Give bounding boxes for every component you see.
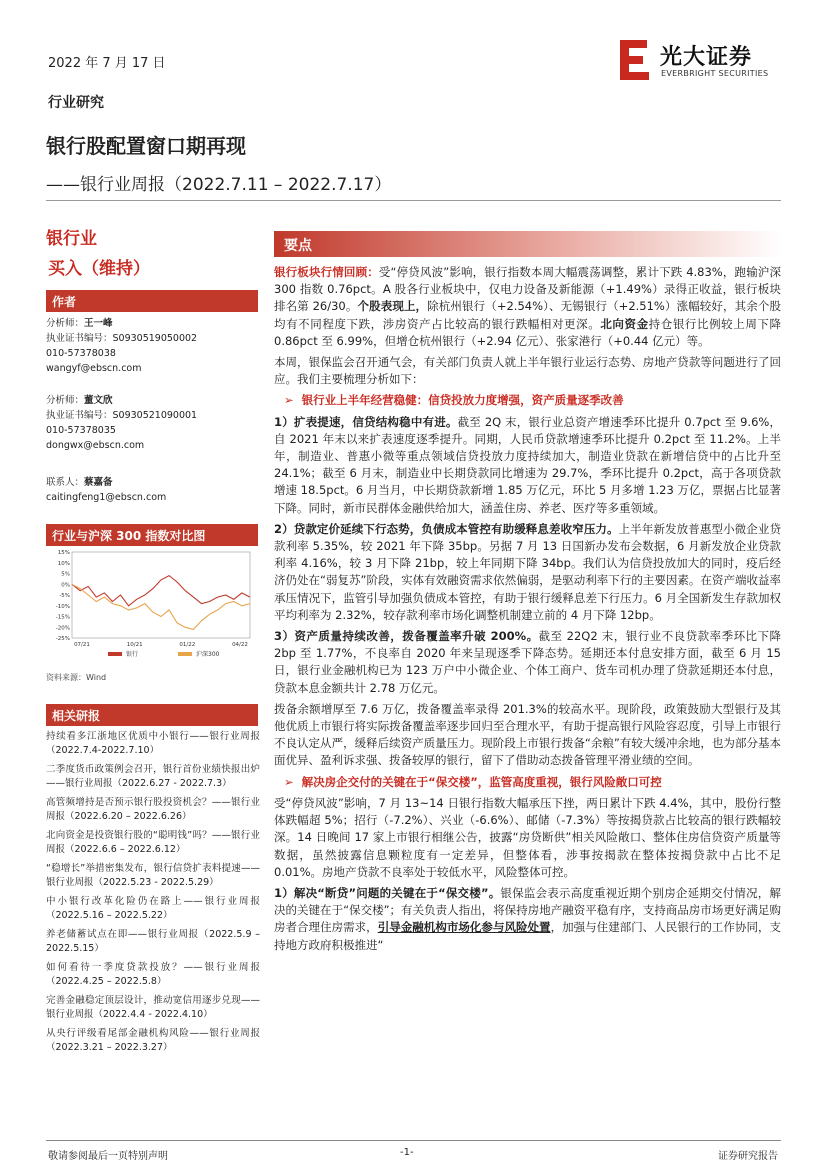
body-text: 截至 2Q 末，银行业总资产增速季环比提升 0.7pct 至 9.6%，自 2021 年末以来扩表速度逐季提升。同期，人民币贷款增速季环比提升 0.2pct 至 11.2%。上半年，制造业、普惠小微等重点领域信贷投放力度持续加大，制造业贷款在新增信贷中的占比升至 24.1%；截至 6 月末，制造业中长期贷款同比增速为 29.7%，季环比提升 0.2pct，高于各项贷款增速 18.5pct。6 月当月，中长期贷款新增 1.85 万亿元，环比 5 月多增 1.23 万亿，票据占比显著下降。同时，新市民群体金融供给加大，涵盖住房、养老、医疗等多重领域。: [274, 414, 782, 515]
arrow-icon: ➢: [284, 774, 302, 789]
contact-email[interactable]: caitingfeng1@ebscn.com: [46, 492, 167, 503]
contact-name: 蔡嘉备: [84, 477, 113, 488]
analyst-phone: 010-57378038: [46, 348, 116, 359]
body-text: 截至 22Q2 末，银行业不良贷款率季环比下降 2bp 至 1.77%，不良率自 2020 年来呈现逐季下降态势。延期还本付息安排方面，截至 6 月 15 日，银行业金融机构已为 123 万户中小微企业、个体工商户、货车司机办理了贷款延期还本付息，贷款本息金额共计 2.78 万亿元。: [274, 629, 781, 695]
legend-label: 银行: [126, 651, 139, 658]
research-item[interactable]: 中小银行改革化险仍在路上——银行业周报（2022.5.16 – 2022.5.22）: [46, 896, 260, 921]
report-title: 银行股配置窗口期再现: [46, 134, 246, 158]
analyst-cert: 执业证书编号：S0930521090001: [46, 410, 198, 421]
logo-name: 光大证券: [660, 45, 753, 70]
analyst-block: [46, 316, 260, 376]
contact-block: [46, 475, 260, 505]
research-item[interactable]: 如何看待一季度贷款投放？——银行业周报（2022.4.25 – 2022.5.8）: [46, 962, 260, 987]
body-text: ，加强与住建部门、人民银行的工作协同，支持地方政府积极推进“: [274, 920, 782, 952]
research-item[interactable]: 完善金融稳定顶层设计，推动宽信用逐步兑现——银行业周报（2022.4.4 - 2022.4.10）: [46, 995, 260, 1020]
chart-frame: [72, 552, 250, 638]
body-text: 除杭州银行（+2.54%）、无锡银行（+2.51%）涨幅较好，其余个股均有不同程度下跌，涉房资产占比较高的银行跌幅相对更深。: [274, 299, 781, 331]
underlined-text: 引导金融机构市场化参与风险处置: [377, 920, 551, 935]
paragraph-expansion: [274, 414, 781, 517]
x-tick-label: 04/22: [232, 642, 248, 648]
analyst-name: 董文欣: [84, 395, 113, 406]
paragraph-asset-quality: [274, 628, 781, 697]
bold-text: 1）解决“断贷”问题的关键在于“保交楼”。: [274, 885, 501, 900]
analyst-email[interactable]: wangyf@ebscn.com: [46, 363, 142, 374]
subheading-1: [274, 392, 781, 409]
related-research-list: [46, 730, 260, 1060]
research-item[interactable]: 北向资金是投资银行股的“聪明钱”吗？——银行业周报（2022.6.6 – 2022.6.12）: [46, 830, 260, 855]
legend-swatch: [178, 652, 192, 656]
y-tick-label: -5%: [59, 593, 70, 599]
bold-text: 个股表现上，: [357, 299, 428, 314]
footer-disclaimer: 敬请参阅最后一页特别声明: [48, 1151, 168, 1162]
logo-mark-icon: [618, 38, 652, 82]
x-tick-label: 01/22: [179, 642, 196, 648]
header-divider: [46, 200, 781, 201]
paragraph-delivery: [274, 885, 781, 954]
analyst-email[interactable]: dongwx@ebscn.com: [46, 440, 145, 451]
body-text: 上半年新发放普惠型小微企业贷款利率 5.35%，较 2021 年下降 35bp。另据 7 月 13 日国新办发布会数据，6 月新发放企业贷款利率 4.16%，较 3 月下降 21bp，较上年同期下降 34bp。我们认为信贷投放加大的同时，疫后经济仍处在“弱复苏”阶段，实体有效融资需求依然偏弱，是驱动利率下行的主要因素。在资产端收益率承压情况下，监管引导加强负债成本管控，有助于银行缓释息差下行压力。6 月全国新发生存款加权平均利率为 2.32%，较存款利率市场化调整机制建立前的 4 月下降 12bp。: [274, 521, 781, 622]
x-tick-label: 07/21: [74, 642, 90, 648]
x-tick-label: 10/21: [126, 642, 143, 648]
industry-name: 银行业: [46, 229, 97, 249]
y-tick-label: -15%: [55, 614, 70, 621]
analyst-phone: 010-57378035: [46, 425, 116, 436]
research-item[interactable]: “稳增长”举措密集发布，银行信贷扩表料提速——银行业周报（2022.5.23 - 2022.5.29）: [46, 863, 260, 888]
company-logo: [618, 38, 778, 84]
research-item[interactable]: 养老储蓄试点在即——银行业周报（2022.5.9 – 2022.5.15）: [46, 929, 260, 954]
report-date: 2022 年 7 月 17 日: [48, 56, 166, 71]
subheading-2: [274, 774, 781, 791]
legend-label: 沪深300: [196, 651, 220, 658]
footer-divider: [46, 1140, 781, 1141]
chart-section-header: 行业与沪深 300 指数对比图: [46, 524, 258, 546]
chart-svg: [46, 548, 258, 666]
author-section-header: 作者: [46, 290, 258, 312]
paragraph-provision: 拨备余额增厚至 7.6 万亿，拨备覆盖率录得 201.3%的较高水平。现阶段，政策鼓励大型银行及其他优质上市银行将实际拨备覆盖率逐步回归至合理水平，有助于提高银行风险容忍度，引导上市银行不良认定从严，缓释后续资产质量压力。现阶段上市银行拨备“余粮”有较大缓冲余地，也为部分基本面优异、盈利诉求强、拨备较厚的银行，留下了借助动态拨备管理平滑业绩的空间。: [274, 701, 781, 768]
body-text: 银保监会表示高度重视近期个别房企延期交付情况，解决的关键在于“保交楼”；有关负责人指出，将保持房地产融资平稳有序，支持商品房市场更好满足购房者合理住房需求，: [274, 885, 782, 935]
main-content: [274, 264, 781, 958]
legend-swatch: [108, 652, 122, 656]
footer-report-type: 证券研究报告: [718, 1151, 778, 1162]
analyst-cert: 执业证书编号：S0930519050002: [46, 333, 198, 344]
contact-label: 联系人：: [46, 477, 85, 488]
analyst-block: [46, 393, 260, 453]
key-points-title: 要点: [284, 238, 312, 254]
y-tick-label: 10%: [57, 560, 70, 567]
research-item[interactable]: 从央行评级看尾部金融机构风险——银行业周报（2022.3.21 – 2022.3.27）: [46, 1028, 260, 1053]
analyst-label: 分析师：: [46, 395, 85, 406]
arrow-icon: ➢: [284, 393, 302, 408]
body-text: 受“停贷风波”影响，银行指数本周大幅震荡调整，累计下跌 4.83%，跑输沪深 300 指数 0.76pct。A 股各行业板块中，仅电力设备及新能源（+1.49%）录得正收益，银行板块排名第 26/30。: [274, 265, 781, 314]
research-item[interactable]: 持续看多江浙地区优质中小银行——银行业周报（2022.7.4-2022.7.10）: [46, 731, 260, 756]
series-line-csi300: [72, 584, 250, 629]
report-category: 行业研究: [48, 95, 104, 111]
analyst-label: 分析师：: [46, 318, 85, 329]
lead-text: 银行板块行情回顾：: [274, 265, 379, 279]
investment-rating: 买入（维持）: [48, 259, 150, 279]
body-text: 持仓银行比例较上周下降 0.86pct 至 6.99%，但增仓杭州银行（+2.94 亿元）、张家港行（+0.44 亿元）等。: [274, 316, 782, 348]
key-points-header: [274, 231, 781, 257]
y-tick-label: 5%: [61, 571, 70, 578]
bold-text: 3）资产质量持续改善，拨备覆盖率升破 200%。: [274, 629, 539, 644]
subheading-text: 银行业上半年经营稳健：信贷投放力度增强，资产质量逐季改善: [301, 393, 624, 408]
chart-source: 资料来源：Wind: [46, 673, 107, 682]
y-tick-label: -10%: [55, 603, 70, 610]
y-tick-label: -25%: [55, 636, 70, 642]
report-subtitle: ——银行业周报（2022.7.11 – 2022.7.17）: [46, 175, 392, 195]
paragraph-market-review: [274, 264, 781, 350]
research-item[interactable]: 二季度货币政策例会召开，银行首份业绩快报出炉——银行业周报（2022.6.27 - 2022.7.3）: [46, 764, 260, 789]
paragraph-intro: 本周，银保监会召开通气会，有关部门负责人就上半年银行业运行态势、房地产贷款等问题进行了回应。我们主要梳理分析如下：: [274, 355, 781, 387]
paragraph-mortgage: 受“停贷风波”影响，7 月 13~14 日银行指数大幅承压下挫，两日累计下跌 4.4%，其中，股份行整体跌幅超 5%；招行（-7.2%）、兴业（-6.6%）、邮储（-7.3%）等按揭贷款占比较高的银行跌幅较深。14 日晚间 17 家上市银行相继公告，披露“房贷断供”相关风险敞口、整体住房信贷资产质量等数据，虽然披露信息颗粒度有一定差异，但整体看，涉事按揭款在整体按揭贷款中占比不足 0.01%。房地产贷款不良率处于较低水平，风险整体可控。: [274, 795, 781, 879]
logo-english: EVERBRIGHT SECURITIES: [661, 69, 769, 78]
page-number: -1-: [400, 1147, 414, 1158]
bold-text: 2）贷款定价延续下行态势，负债成本管控有助缓释息差收窄压力。: [274, 521, 619, 536]
bold-text: 1）扩表提速，信贷结构稳中有进。: [274, 414, 458, 429]
series-line-bank: [72, 576, 250, 606]
y-tick-label: -20%: [55, 625, 70, 632]
subheading-text: 解决房企交付的关键在于“保交楼”，监管高度重视，银行风险敞口可控: [301, 774, 662, 789]
paragraph-pricing: [274, 521, 781, 624]
comparison-chart: [46, 548, 258, 666]
y-tick-label: 15%: [57, 550, 70, 556]
research-section-header: 相关研报: [46, 704, 258, 726]
bold-text: 北向资金: [600, 316, 649, 331]
analyst-name: 王一峰: [84, 318, 113, 329]
y-tick-label: 0%: [61, 582, 70, 589]
research-item[interactable]: 高管频增持是否预示银行股投资机会？——银行业周报（2022.6.20 – 2022.6.26）: [46, 797, 260, 822]
